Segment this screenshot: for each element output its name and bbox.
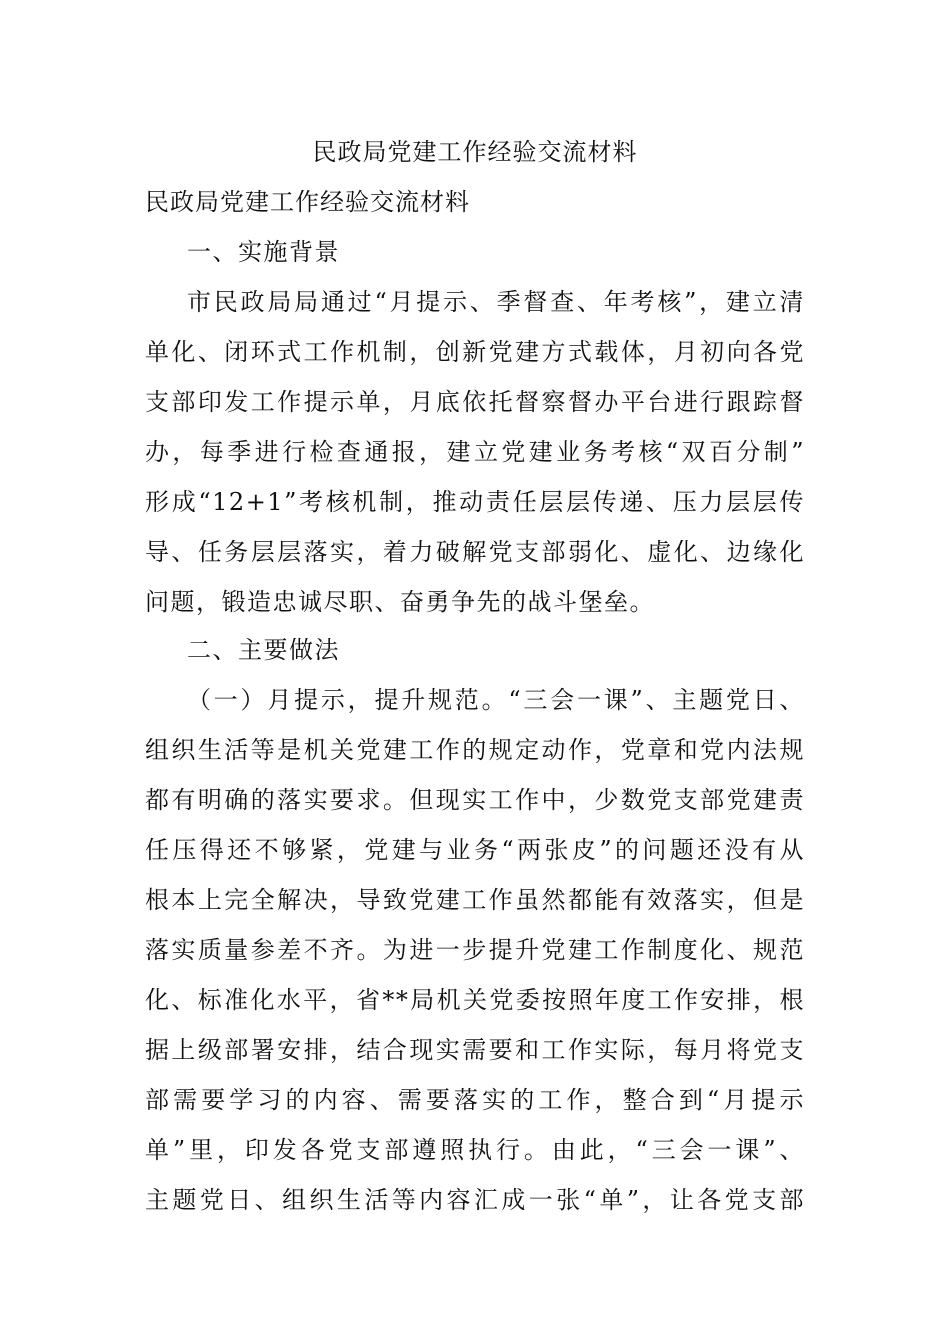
paragraph-line: 单”里，印发各党支部遵照执行。由此，“三会一课”、 [145,1136,805,1164]
section1-heading: 一、实施背景 [187,238,340,266]
paragraph-line: （一）月提示，提升规范。“三会一课”、主题党日、 [187,686,805,714]
paragraph-line: 据上级部署安排，结合现实需要和工作实际，每月将党支 [145,1036,805,1064]
paragraph-line: 根本上完全解决，导致党建工作虽然都能有效落实，但是 [145,886,805,914]
paragraph-line: 主题党日、组织生活等内容汇成一张“单”，让各党支部 [145,1186,805,1214]
paragraph-line: 形成“12+1”考核机制，推动责任层层传递、压力层层传 [145,488,805,516]
paragraph-line: 组织生活等是机关党建工作的规定动作，党章和党内法规 [145,736,805,764]
paragraph-line: 市民政局局通过“月提示、季督查、年考核”，建立清 [187,288,805,316]
paragraph-line: 办，每季进行检查通报，建立党建业务考核“双百分制” [145,438,805,466]
document-title: 民政局党建工作经验交流材料 [312,138,638,166]
paragraph-line: 都有明确的落实要求。但现实工作中，少数党支部党建责 [145,786,805,814]
paragraph-line: 问题，锻造忠诚尽职、奋勇争先的战斗堡垒。 [145,588,655,616]
paragraph-line: 化、标准化水平，省**局机关党委按照年度工作安排，根 [145,986,805,1014]
paragraph-line: 落实质量参差不齐。为进一步提升党建工作制度化、规范 [145,936,805,964]
document-subtitle: 民政局党建工作经验交流材料 [145,188,470,216]
paragraph-line: 单化、闭环式工作机制，创新党建方式载体，月初向各党 [145,338,805,366]
paragraph-line: 支部印发工作提示单，月底依托督察督办平台进行跟踪督 [145,388,805,416]
paragraph-line: 任压得还不够紧，党建与业务“两张皮”的问题还没有从 [145,836,805,864]
paragraph-line: 部需要学习的内容、需要落实的工作，整合到“月提示 [145,1086,805,1114]
paragraph-line: 导、任务层层落实，着力破解党支部弱化、虚化、边缘化 [145,538,805,566]
section2-heading: 二、主要做法 [187,636,340,664]
